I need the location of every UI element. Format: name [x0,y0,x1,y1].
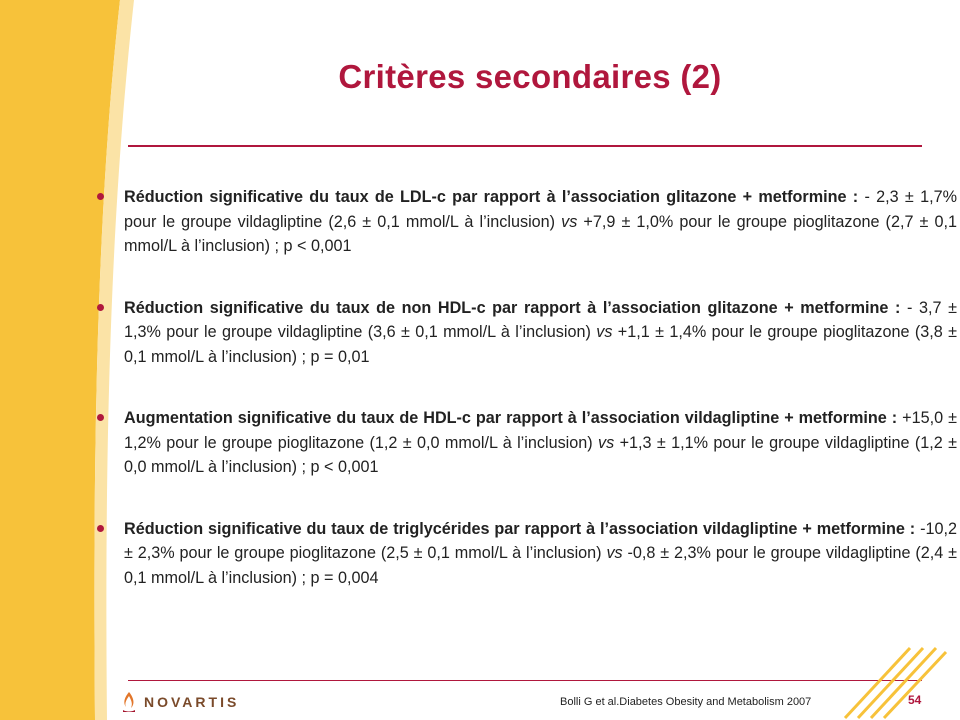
page-number: 54 [908,693,922,707]
bullet-body: - 2,3 ± 1,7% pour le groupe vildagliptine (2,6 ± 0,1 mmol/L à l’inclusion) [124,188,957,231]
bullet-body: +15,0 ± 1,2% pour le groupe pioglitazone (1,2 ± 0,0 mmol/L à l’inclusion) [124,409,957,452]
bullet-body: +1,3 ± 1,1% pour le groupe vildagliptine (1,2 ± 0,0 mmol/L à l’inclusion) ; p < 0,001 [124,433,957,476]
bullet-text [124,406,957,480]
novartis-flame-icon [120,691,138,713]
brand-name: NOVARTIS [144,694,240,710]
novartis-logo [120,690,239,714]
bullet-vs: vs [596,323,613,341]
bullet-lead: Réduction significative du taux de non HDL-c par rapport à l’association glitazone + metformine : [124,298,901,317]
footer-divider [128,680,922,681]
diagonal-stripes-decoration [840,640,950,720]
bullet-dot-icon [97,525,104,532]
bullet-lead: Augmentation significative du taux de HDL-c par rapport à l’association vildagliptine + metformine : [124,409,898,427]
bullet-text [124,185,957,259]
bullet-dot-icon [97,414,104,421]
bullet-body: +1,1 ± 1,4% pour le groupe pioglitazone (3,8 ± 0,1 mmol/L à l’inclusion) ; p = 0,01 [124,323,957,366]
list-item [97,406,957,480]
bullet-list [97,185,957,627]
bullet-text [124,296,957,370]
bullet-text [124,517,957,591]
bullet-body: - 3,7 ± 1,3% pour le groupe vildagliptine (3,6 ± 0,1 mmol/L à l’inclusion) [124,298,957,341]
bullet-vs: vs [606,544,623,562]
bullet-lead: Réduction significative du taux de LDL-c par rapport à l’association glitazone + metformine : [124,188,859,206]
list-item [97,517,957,591]
bullet-body: -10,2 ± 2,3% pour le groupe pioglitazone (2,5 ± 0,1 mmol/L à l’inclusion) [124,519,958,562]
list-item [97,296,957,370]
bullet-vs: vs [598,433,615,452]
bullet-vs: vs [561,212,578,231]
bullet-body: -0,8 ± 2,3% pour le groupe vildagliptine (2,4 ± 0,1 mmol/L à l’inclusion) ; p = 0,004 [124,544,957,587]
bullet-body: +7,9 ± 1,0% pour le groupe pioglitazone (2,7 ± 0,1 mmol/L à l’inclusion) ; p < 0,001 [124,212,957,255]
title-divider [128,145,922,147]
citation-text: Bolli G et al.Diabetes Obesity and Metabolism 2007 [560,696,812,708]
page-title: Critères secondaires (2) [338,58,722,95]
bullet-dot-icon [97,193,104,200]
bullet-dot-icon [97,304,104,311]
list-item [97,185,957,259]
bullet-lead: Réduction significative du taux de triglycérides par rapport à l’association vildagliptine + metformine : [124,519,916,538]
